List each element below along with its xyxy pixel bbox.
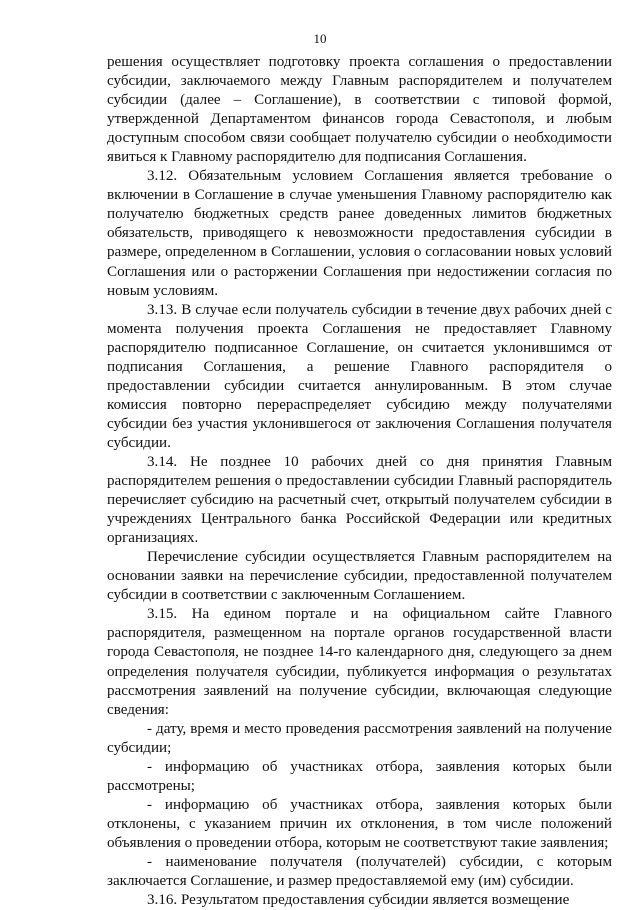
page-number: 10 xyxy=(313,31,327,46)
list-item: - дату, время и место проведения рассмотрения заявлений на получение субсидии; xyxy=(107,720,612,756)
list-item: - информацию об участниках отбора, заявления которых были отклонены, с указанием причин их отклонения, в том числе положений объявления о проведении отбора, которым не соответствуют такие заявления; xyxy=(107,796,612,851)
paragraph-continuation: решения осуществляет подготовку проекта соглашения о предоставлении субсидии, заключаемого между Главным распорядителем и получателем субсидии (далее – Соглашение), в соответствии с типовой формой, утвержденной Департаментом финансов города Севастополя, и любым доступным способом связи сообщает получателю субсидии о необходимости явиться к Главному распорядителю для подписания Соглашения. xyxy=(107,54,612,166)
list-item: - информацию об участниках отбора, заявления которых были рассмотрены; xyxy=(107,758,612,794)
paragraph-3-14: 3.14. Не позднее 10 рабочих дней со дня принятия Главным распорядителем решения о предоставлении субсидии Главный распорядитель перечисляет субсидию на расчетный счет, открытый получателем субсидии в учреждениях Центрального банка Российской Федерации или кредитных организациях. xyxy=(107,453,612,547)
paragraph-3-13: 3.13. В случае если получатель субсидии в течение двух рабочих дней с момента получения проекта Соглашения не предоставляет Главному распорядителю подписанное Соглашение, он считается уклонившимся от подписания Соглашения, а решение Главного распорядителя о предоставлении субсидии считается аннулированным. В этом случае комиссия повторно перераспределяет субсидию между получателями субсидии без участия уклонившегося от заключения Соглашения получателя субсидии. xyxy=(107,301,612,451)
list-item: - наименование получателя (получателей) субсидии, с которым заключается Соглашение, и размер предоставляемой ему (им) субсидии. xyxy=(107,853,612,890)
paragraph-3-16: 3.16. Результатом предоставления субсидии является возмещение xyxy=(147,892,570,909)
paragraph-transfer: Перечисление субсидии осуществляется Главным распорядителем на основании заявки на перечисление субсидии, предоставленной получателем субсидии в соответствии с заключенным Соглашением. xyxy=(107,549,612,604)
paragraph-3-12: 3.12. Обязательным условием Соглашения является требование о включении в Соглашение в случае уменьшения Главному распорядителю как получателю бюджетных средств ранее доведенных лимитов бюджетных обязательств, приводящего к невозможности предоставления субсидии в размере, определенном в Соглашении, условия о согласовании новых условий Соглашения или о расторжении Соглашения при недостижении согласия по новым условиям. xyxy=(107,168,612,299)
paragraph-3-15: 3.15. На едином портале и на официальном сайте Главного распорядителя, размещенном на портале органов государственной власти города Севастополя, не позднее 14-го календарного дня, следующего за днем определения получателя субсидии, публикуется информация о результатах рассмотрения заявлений на получение субсидии, включающая следующие сведения: xyxy=(107,606,612,718)
document-body xyxy=(107,53,612,910)
